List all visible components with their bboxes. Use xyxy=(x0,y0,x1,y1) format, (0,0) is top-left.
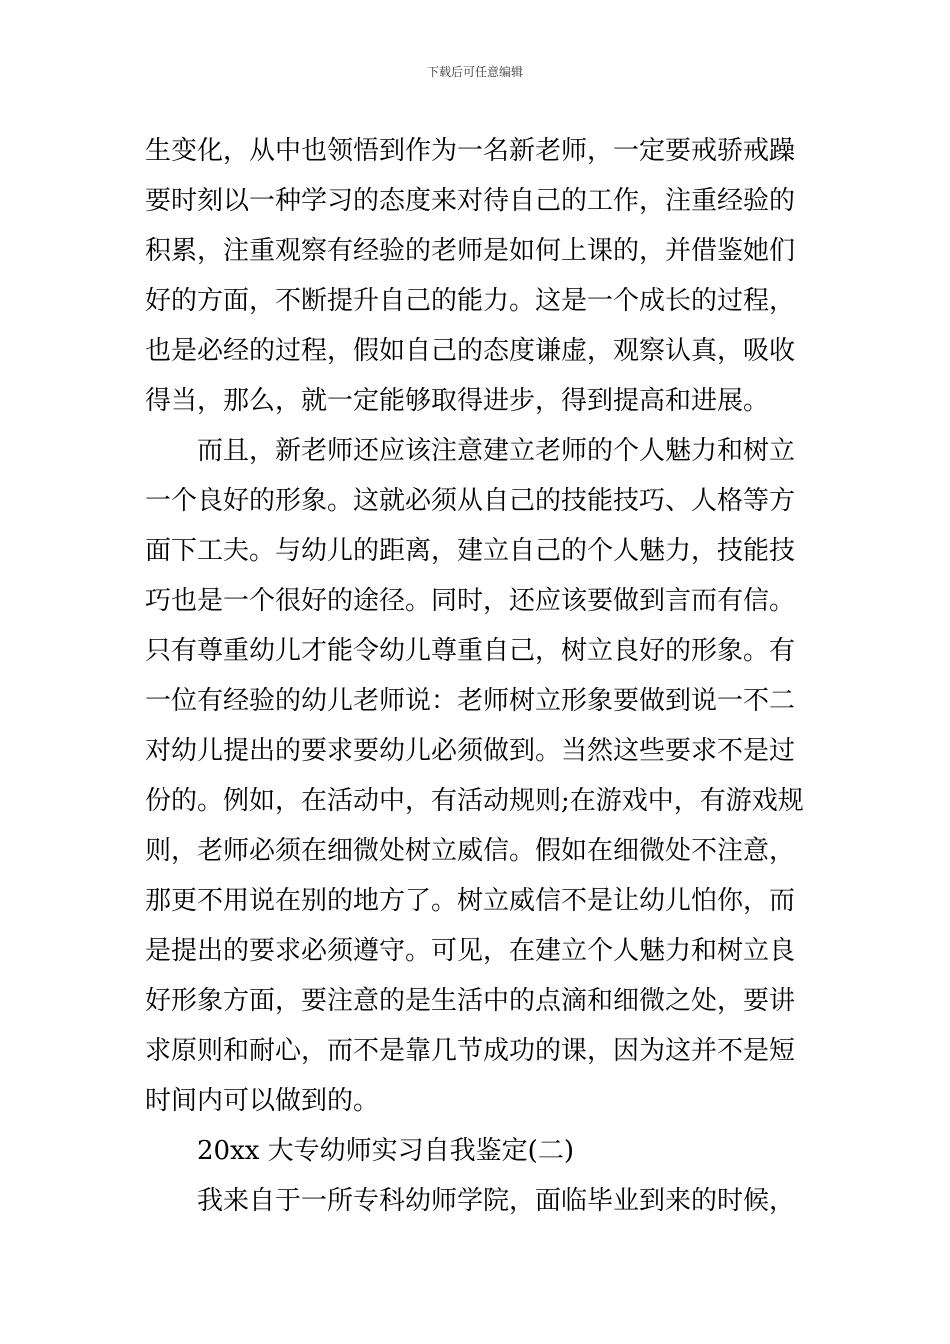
text-line: 只有尊重幼儿才能令幼儿尊重自己，树立良好的形象。有 xyxy=(145,636,796,666)
document-body xyxy=(145,126,810,1226)
text-line: 份的。例如，在活动中，有活动规则;在游戏中，有游戏规 xyxy=(145,786,804,816)
text-line: 则，老师必须在细微处树立威信。假如在细微处不注意， xyxy=(145,836,796,866)
text-line: 要时刻以一种学习的态度来对待自己的工作，注重经验的 xyxy=(145,186,796,216)
text-line: 一个良好的形象。这就必须从自己的技能技巧、人格等方 xyxy=(145,486,796,516)
text-line: 那更不用说在别的地方了。树立威信不是让幼儿怕你，而 xyxy=(145,886,796,916)
text-line: 也是必经的过程，假如自己的态度谦虚，观察认真，吸收 xyxy=(145,336,796,366)
text-line: 巧也是一个很好的途径。同时，还应该要做到言而有信。 xyxy=(145,586,796,616)
text-line: 生变化，从中也领悟到作为一名新老师，一定要戒骄戒躁 xyxy=(145,136,796,166)
text-line: 求原则和耐心，而不是靠几节成功的课，因为这并不是短 xyxy=(145,1036,796,1066)
text-line: 而且，新老师还应该注意建立老师的个人魅力和树立 xyxy=(197,436,796,466)
text-line: 对幼儿提出的要求要幼儿必须做到。当然这些要求不是过 xyxy=(145,736,796,766)
text-line: 积累，注重观察有经验的老师是如何上课的，并借鉴她们 xyxy=(145,236,796,266)
text-line: 一位有经验的幼儿老师说：老师树立形象要做到说一不二 xyxy=(145,686,796,716)
text-line: 好形象方面，要注意的是生活中的点滴和细微之处，要讲 xyxy=(145,986,796,1016)
text-line: 时间内可以做到的。 xyxy=(145,1086,380,1116)
text-line: 得当，那么，就一定能够取得进步，得到提高和进展。 xyxy=(145,386,770,416)
text-line: 面下工夫。与幼儿的距离，建立自己的个人魅力，技能技 xyxy=(145,536,796,566)
text-line: 20xx 大专幼师实习自我鉴定(二) xyxy=(197,1136,574,1166)
text-line: 我来自于一所专科幼师学院，面临毕业到来的时候， xyxy=(197,1186,796,1216)
page-header: 下载后可任意编辑 xyxy=(426,65,523,79)
text-line: 是提出的要求必须遵守。可见，在建立个人魅力和树立良 xyxy=(145,936,796,966)
text-line: 好的方面，不断提升自己的能力。这是一个成长的过程， xyxy=(145,286,796,316)
